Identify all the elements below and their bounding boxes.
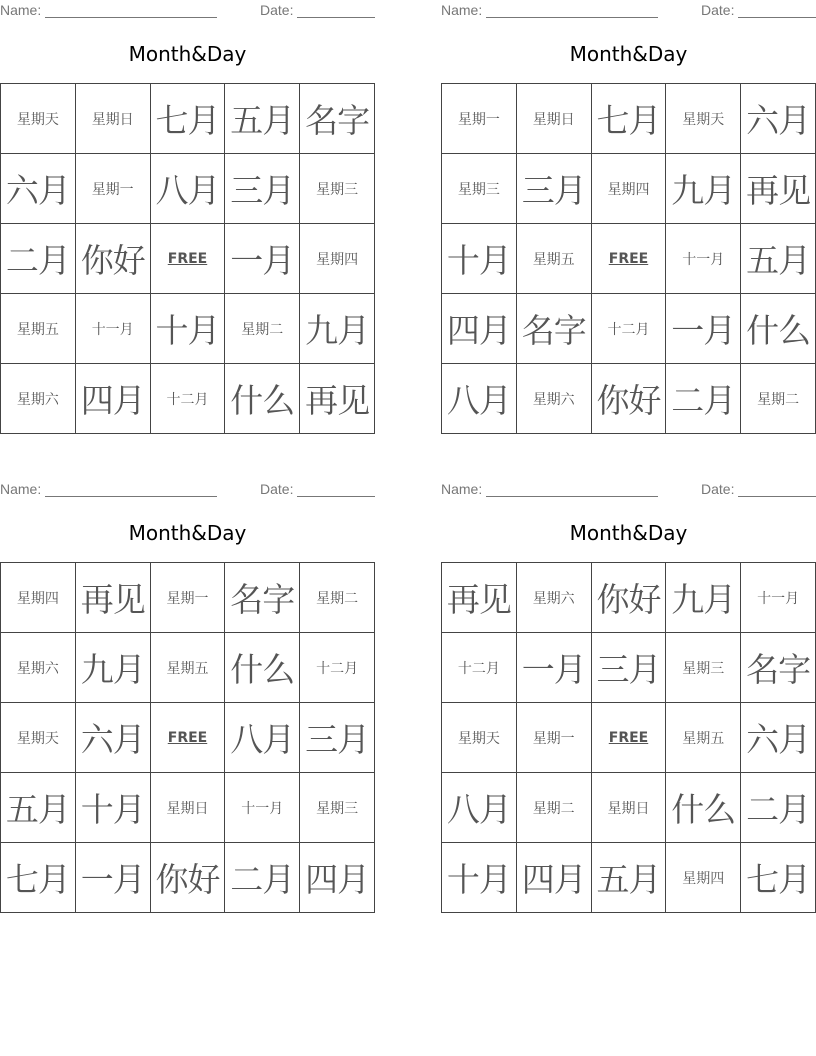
bingo-card [441, 479, 816, 919]
bingo-grid [441, 562, 816, 913]
date-label: Date: [701, 481, 735, 497]
bingo-cell: 六月 [741, 703, 816, 773]
bingo-cell: 七月 [1, 843, 76, 913]
card-title: Month&Day [128, 42, 247, 66]
bingo-cell: 星期一 [151, 563, 226, 633]
date-label: Date: [260, 2, 294, 18]
name-label: Name: [441, 481, 483, 497]
date-label: Date: [701, 2, 735, 18]
name-label: Name: [441, 2, 483, 18]
bingo-cell: 十月 [76, 773, 151, 843]
bingo-cell: 你好 [592, 364, 667, 434]
bingo-cell: 星期一 [442, 84, 517, 154]
bingo-cell: 一月 [225, 224, 300, 294]
bingo-cell: 星期六 [517, 563, 592, 633]
bingo-cell: 二月 [666, 364, 741, 434]
card-header [0, 2, 375, 20]
date-label: Date: [260, 481, 294, 497]
bingo-cell: 三月 [517, 154, 592, 224]
bingo-cell: 星期四 [1, 563, 76, 633]
bingo-cell: 三月 [592, 633, 667, 703]
card-header [441, 2, 816, 20]
bingo-grid [441, 83, 816, 434]
bingo-cell: 九月 [76, 633, 151, 703]
bingo-cell: 九月 [666, 154, 741, 224]
bingo-cell: 什么 [225, 633, 300, 703]
bingo-cell: 十月 [442, 224, 517, 294]
bingo-cell: 一月 [666, 294, 741, 364]
name-blank-line [486, 17, 658, 18]
bingo-cell: 七月 [741, 843, 816, 913]
bingo-cell: 名字 [300, 84, 375, 154]
card-title: Month&Day [569, 42, 688, 66]
bingo-cell: 四月 [76, 364, 151, 434]
bingo-cell: 你好 [151, 843, 226, 913]
bingo-cell: 星期三 [442, 154, 517, 224]
bingo-cell: 星期六 [1, 633, 76, 703]
bingo-cell: 十一月 [225, 773, 300, 843]
bingo-cell: 十月 [151, 294, 226, 364]
bingo-cell: 九月 [300, 294, 375, 364]
bingo-cell: 七月 [592, 84, 667, 154]
bingo-card [0, 479, 375, 919]
bingo-cell: 星期六 [1, 364, 76, 434]
bingo-cell: 星期五 [666, 703, 741, 773]
bingo-cell: 星期四 [592, 154, 667, 224]
bingo-cell: 二月 [1, 224, 76, 294]
free-space-cell: FREE [151, 703, 226, 773]
name-blank-line [486, 496, 658, 497]
free-space-cell: FREE [592, 703, 667, 773]
bingo-cell: 五月 [225, 84, 300, 154]
bingo-cell: 星期天 [1, 84, 76, 154]
bingo-card [441, 0, 816, 440]
bingo-cell: 星期三 [300, 154, 375, 224]
bingo-cell: 二月 [741, 773, 816, 843]
bingo-cell: 二月 [225, 843, 300, 913]
bingo-cell: 十月 [442, 843, 517, 913]
bingo-cell: 星期日 [517, 84, 592, 154]
bingo-cell: 一月 [517, 633, 592, 703]
bingo-cell: 五月 [1, 773, 76, 843]
bingo-cell: 星期四 [300, 224, 375, 294]
bingo-cell: 星期天 [666, 84, 741, 154]
bingo-cell: 星期天 [1, 703, 76, 773]
bingo-cell: 三月 [300, 703, 375, 773]
bingo-cell: 名字 [225, 563, 300, 633]
bingo-cell: 十一月 [666, 224, 741, 294]
bingo-cell: 你好 [76, 224, 151, 294]
date-blank-line [297, 496, 375, 497]
bingo-cell: 九月 [666, 563, 741, 633]
bingo-cell: 十二月 [300, 633, 375, 703]
bingo-cell: 五月 [741, 224, 816, 294]
bingo-cell: 一月 [76, 843, 151, 913]
bingo-cell: 六月 [1, 154, 76, 224]
date-blank-line [297, 17, 375, 18]
bingo-cell: 星期三 [666, 633, 741, 703]
bingo-cell: 三月 [225, 154, 300, 224]
bingo-cell: 星期日 [76, 84, 151, 154]
bingo-cell: 八月 [442, 364, 517, 434]
bingo-cell: 十一月 [741, 563, 816, 633]
bingo-cell: 星期一 [76, 154, 151, 224]
bingo-cell: 星期天 [442, 703, 517, 773]
bingo-cell: 星期五 [1, 294, 76, 364]
bingo-cell: 八月 [442, 773, 517, 843]
bingo-cell: 什么 [666, 773, 741, 843]
bingo-cell: 再见 [300, 364, 375, 434]
name-blank-line [45, 17, 217, 18]
bingo-cell: 四月 [300, 843, 375, 913]
bingo-grid [0, 562, 375, 913]
bingo-cell: 再见 [76, 563, 151, 633]
bingo-cell: 十二月 [151, 364, 226, 434]
bingo-cell: 星期五 [151, 633, 226, 703]
name-label: Name: [0, 2, 42, 18]
bingo-cell: 星期五 [517, 224, 592, 294]
bingo-cell: 四月 [517, 843, 592, 913]
bingo-cell: 七月 [151, 84, 226, 154]
bingo-cell: 十二月 [442, 633, 517, 703]
bingo-cell: 星期二 [517, 773, 592, 843]
bingo-cell: 星期日 [592, 773, 667, 843]
bingo-cell: 十一月 [76, 294, 151, 364]
bingo-cell: 五月 [592, 843, 667, 913]
card-header [0, 481, 375, 499]
bingo-cell: 星期二 [300, 563, 375, 633]
bingo-cell: 十二月 [592, 294, 667, 364]
bingo-cell: 再见 [442, 563, 517, 633]
free-space-cell: FREE [592, 224, 667, 294]
card-title: Month&Day [569, 521, 688, 545]
date-blank-line [738, 496, 816, 497]
bingo-cell: 你好 [592, 563, 667, 633]
free-space-cell: FREE [151, 224, 226, 294]
bingo-cell: 星期六 [517, 364, 592, 434]
bingo-cell: 星期一 [517, 703, 592, 773]
bingo-cell: 星期二 [225, 294, 300, 364]
bingo-cell: 星期二 [741, 364, 816, 434]
bingo-cell: 星期日 [151, 773, 226, 843]
bingo-cell: 四月 [442, 294, 517, 364]
bingo-cell: 星期三 [300, 773, 375, 843]
bingo-cell: 什么 [225, 364, 300, 434]
name-label: Name: [0, 481, 42, 497]
date-blank-line [738, 17, 816, 18]
bingo-cell: 再见 [741, 154, 816, 224]
card-header [441, 481, 816, 499]
bingo-cell: 名字 [517, 294, 592, 364]
bingo-card [0, 0, 375, 440]
bingo-cell: 八月 [225, 703, 300, 773]
card-title: Month&Day [128, 521, 247, 545]
bingo-grid [0, 83, 375, 434]
bingo-cell: 什么 [741, 294, 816, 364]
name-blank-line [45, 496, 217, 497]
bingo-cell: 六月 [741, 84, 816, 154]
bingo-cell: 星期四 [666, 843, 741, 913]
bingo-cell: 六月 [76, 703, 151, 773]
bingo-cell: 名字 [741, 633, 816, 703]
bingo-cell: 八月 [151, 154, 226, 224]
